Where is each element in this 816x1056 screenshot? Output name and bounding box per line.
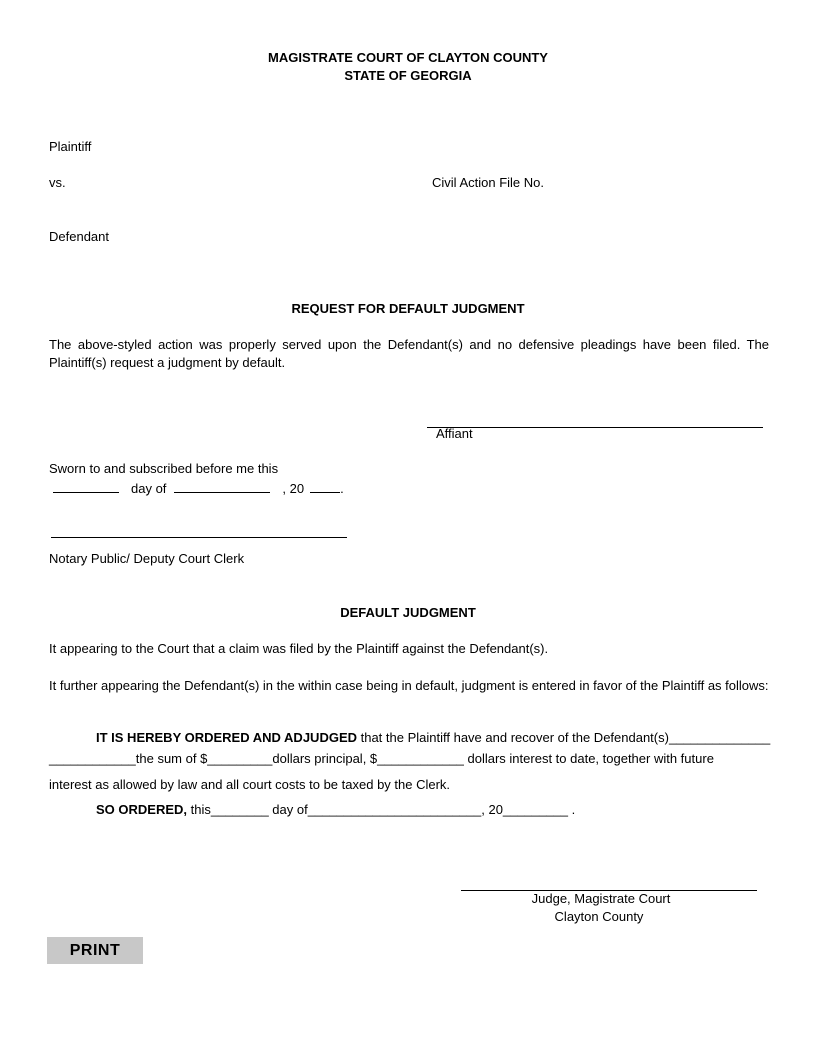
notary-label: Notary Public/ Deputy Court Clerk xyxy=(49,551,245,566)
affiant-label: Affiant xyxy=(436,426,473,441)
interest-line: interest as allowed by law and all court costs to be taxed by the Clerk. xyxy=(49,777,451,792)
court-name: MAGISTRATE COURT OF CLAYTON COUNTY xyxy=(268,50,548,65)
notary-signature-line xyxy=(51,537,347,538)
judge-label: Judge, Magistrate Court xyxy=(531,891,671,906)
sworn-year-blank xyxy=(310,481,340,493)
so-ordered-bold: SO ORDERED, xyxy=(96,802,188,817)
sworn-date-line xyxy=(53,481,344,497)
judgment-para-2: It further appearing the Defendant(s) in the within case being in default, judgment is entered in favor of the Plaintiff as follows: xyxy=(49,678,769,693)
sworn-month-blank xyxy=(174,481,270,493)
sworn-day-blank xyxy=(53,481,119,493)
sum-line: ____________the sum of $_________dollars principal, $____________ dollars interest to date, together with future xyxy=(49,751,714,766)
plaintiff-label: Plaintiff xyxy=(49,139,92,154)
day-of-label: day of xyxy=(131,481,167,496)
county-label: Clayton County xyxy=(554,909,644,924)
civil-action-file-no-label: Civil Action File No. xyxy=(432,175,544,190)
defendant-label: Defendant xyxy=(49,229,109,244)
vs-label: vs. xyxy=(49,175,66,190)
judgment-title: DEFAULT JUDGMENT xyxy=(340,605,476,620)
year-prefix: , 20 xyxy=(282,481,305,496)
sworn-period: . xyxy=(340,481,344,496)
ordered-rest: that the Plaintiff have and recover of the Defendant(s)______________ xyxy=(357,730,771,745)
request-title: REQUEST FOR DEFAULT JUDGMENT xyxy=(291,301,525,316)
request-body: The above-styled action was properly served upon the Defendant(s) and no defensive pleadings have been filed. The Plaintiff(s) request a judgment by default. xyxy=(49,337,769,370)
state-name: STATE OF GEORGIA xyxy=(344,68,472,83)
affiant-signature-line xyxy=(427,427,763,428)
judgment-para-1: It appearing to the Court that a claim was filed by the Plaintiff against the Defendant(s). xyxy=(49,641,549,656)
so-ordered-rest: this________ day of________________________, 20_________ . xyxy=(187,802,576,817)
so-ordered-line xyxy=(96,802,575,818)
print-button[interactable]: PRINT xyxy=(47,937,143,964)
ordered-bold: IT IS HEREBY ORDERED AND ADJUDGED xyxy=(96,730,357,745)
sworn-text: Sworn to and subscribed before me this xyxy=(49,461,279,476)
ordered-line xyxy=(96,730,770,746)
